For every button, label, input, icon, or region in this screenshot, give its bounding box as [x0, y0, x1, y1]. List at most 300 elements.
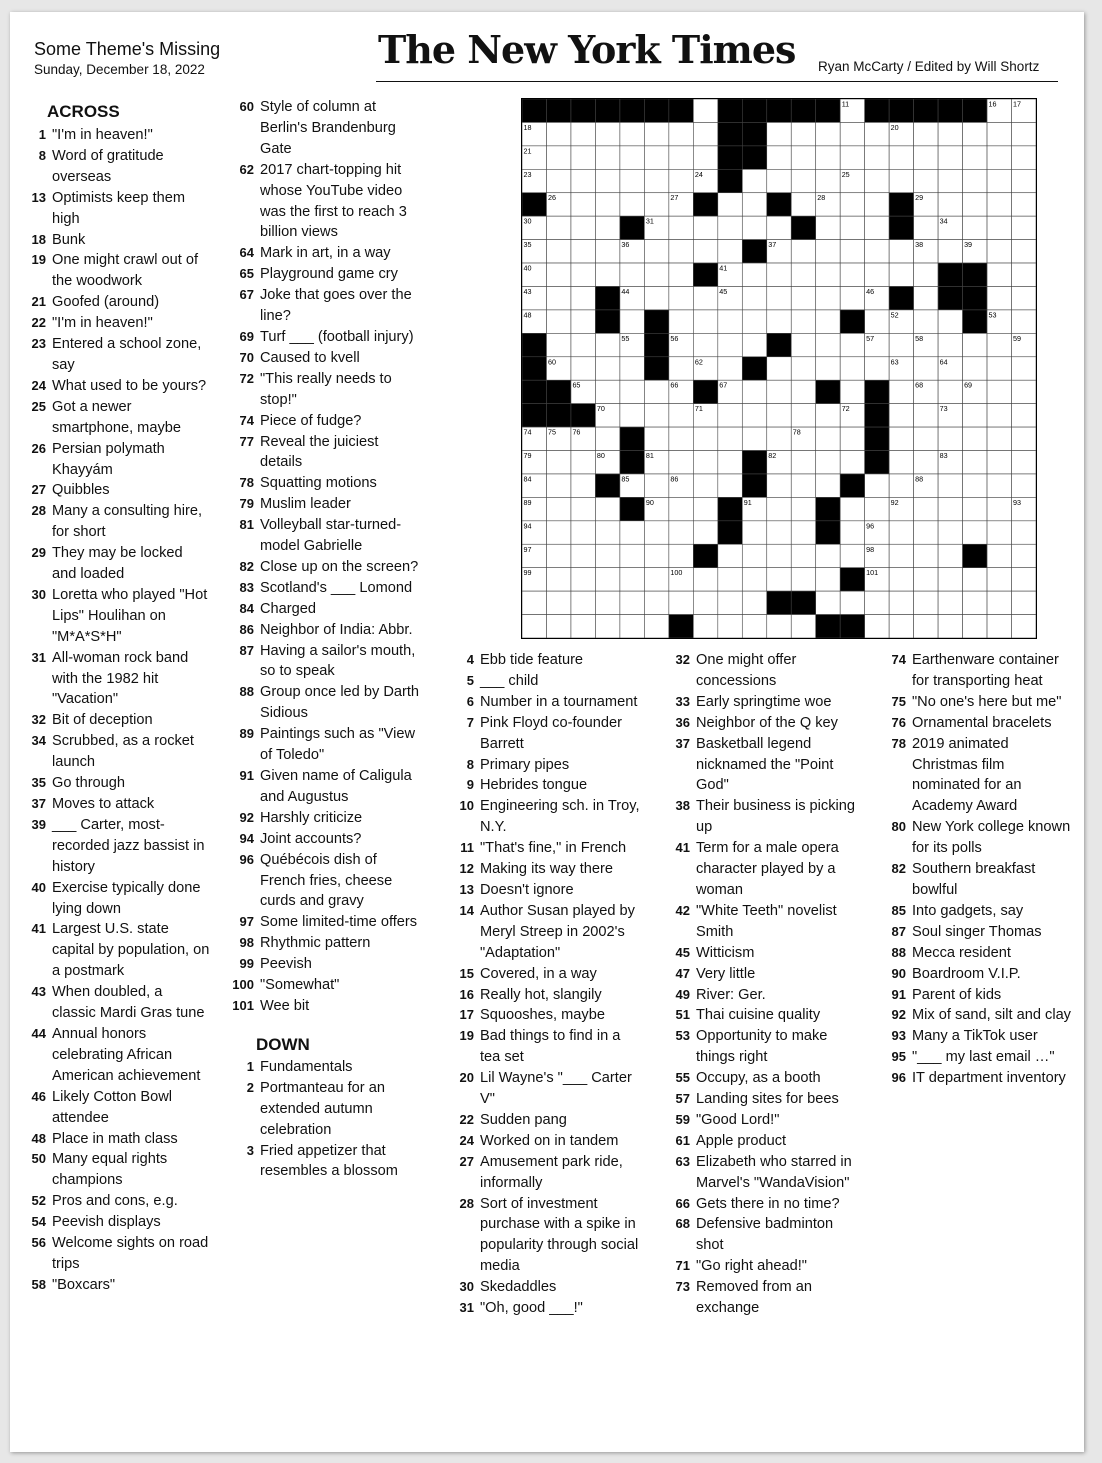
- grid-cell[interactable]: [914, 404, 938, 427]
- grid-cell[interactable]: [987, 169, 1011, 192]
- grid-cell[interactable]: [595, 169, 619, 192]
- grid-cell[interactable]: [644, 380, 668, 403]
- grid-cell[interactable]: [718, 357, 742, 380]
- grid-cell[interactable]: [840, 216, 864, 239]
- grid-cell[interactable]: [767, 310, 791, 333]
- grid-cell[interactable]: [718, 240, 742, 263]
- grid-cell[interactable]: [938, 240, 962, 263]
- grid-cell[interactable]: [914, 122, 938, 145]
- grid-cell[interactable]: [791, 333, 815, 356]
- grid-cell[interactable]: [865, 310, 889, 333]
- grid-cell[interactable]: [889, 404, 913, 427]
- grid-cell[interactable]: [620, 615, 644, 638]
- grid-cell[interactable]: [889, 146, 913, 169]
- grid-cell[interactable]: [718, 591, 742, 614]
- grid-cell[interactable]: [571, 310, 595, 333]
- grid-cell[interactable]: [742, 380, 766, 403]
- grid-cell[interactable]: [987, 474, 1011, 497]
- grid-cell[interactable]: [963, 497, 987, 520]
- grid-cell[interactable]: [963, 615, 987, 638]
- grid-cell[interactable]: [693, 474, 717, 497]
- grid-cell[interactable]: [595, 568, 619, 591]
- grid-cell[interactable]: [595, 216, 619, 239]
- grid-cell[interactable]: [571, 263, 595, 286]
- grid-cell[interactable]: [546, 615, 570, 638]
- grid-cell[interactable]: [840, 193, 864, 216]
- grid-cell[interactable]: [1012, 404, 1036, 427]
- grid-cell[interactable]: [791, 380, 815, 403]
- grid-cell[interactable]: [767, 146, 791, 169]
- grid-cell[interactable]: [987, 333, 1011, 356]
- grid-cell[interactable]: [1012, 427, 1036, 450]
- grid-cell[interactable]: [693, 240, 717, 263]
- grid-cell[interactable]: [963, 193, 987, 216]
- grid-cell[interactable]: [963, 568, 987, 591]
- grid-cell[interactable]: [571, 333, 595, 356]
- grid-cell[interactable]: [865, 497, 889, 520]
- grid-cell[interactable]: [742, 591, 766, 614]
- grid-cell[interactable]: [816, 544, 840, 567]
- grid-cell[interactable]: [595, 380, 619, 403]
- grid-cell[interactable]: [865, 240, 889, 263]
- grid-cell[interactable]: [571, 216, 595, 239]
- grid-cell[interactable]: [767, 404, 791, 427]
- grid-cell[interactable]: [644, 615, 668, 638]
- grid-cell[interactable]: [840, 146, 864, 169]
- grid-cell[interactable]: [791, 240, 815, 263]
- grid-cell[interactable]: [1012, 263, 1036, 286]
- grid-cell[interactable]: [571, 544, 595, 567]
- grid-cell[interactable]: [546, 122, 570, 145]
- grid-cell[interactable]: [816, 474, 840, 497]
- grid-cell[interactable]: [546, 591, 570, 614]
- grid-cell[interactable]: [693, 451, 717, 474]
- grid-cell[interactable]: [987, 263, 1011, 286]
- grid-cell[interactable]: [963, 451, 987, 474]
- grid-cell[interactable]: [987, 380, 1011, 403]
- grid-cell[interactable]: [938, 615, 962, 638]
- grid-cell[interactable]: [718, 193, 742, 216]
- grid-cell[interactable]: [644, 521, 668, 544]
- grid-cell[interactable]: [742, 169, 766, 192]
- grid-cell[interactable]: [865, 591, 889, 614]
- grid-cell[interactable]: [914, 263, 938, 286]
- grid-cell[interactable]: [865, 122, 889, 145]
- grid-cell[interactable]: [791, 497, 815, 520]
- grid-cell[interactable]: [865, 216, 889, 239]
- grid-cell[interactable]: [1012, 591, 1036, 614]
- grid-cell[interactable]: [693, 310, 717, 333]
- grid-cell[interactable]: [963, 169, 987, 192]
- grid-cell[interactable]: [1012, 521, 1036, 544]
- grid-cell[interactable]: [595, 193, 619, 216]
- grid-cell[interactable]: [840, 521, 864, 544]
- grid-cell[interactable]: [620, 521, 644, 544]
- grid-cell[interactable]: [1012, 568, 1036, 591]
- grid-cell[interactable]: [546, 146, 570, 169]
- grid-cell[interactable]: [791, 169, 815, 192]
- grid-cell[interactable]: [987, 568, 1011, 591]
- grid-cell[interactable]: [791, 286, 815, 309]
- grid-cell[interactable]: [669, 591, 693, 614]
- grid-cell[interactable]: [840, 333, 864, 356]
- grid-cell[interactable]: [742, 615, 766, 638]
- grid-cell[interactable]: [816, 404, 840, 427]
- grid-cell[interactable]: [767, 169, 791, 192]
- grid-cell[interactable]: [889, 380, 913, 403]
- grid-cell[interactable]: [816, 427, 840, 450]
- grid-cell[interactable]: [914, 497, 938, 520]
- grid-cell[interactable]: [816, 122, 840, 145]
- grid-cell[interactable]: [693, 497, 717, 520]
- grid-cell[interactable]: [963, 122, 987, 145]
- grid-cell[interactable]: [644, 122, 668, 145]
- grid-cell[interactable]: [693, 521, 717, 544]
- grid-cell[interactable]: [669, 497, 693, 520]
- grid-cell[interactable]: [595, 497, 619, 520]
- grid-cell[interactable]: [767, 286, 791, 309]
- grid-cell[interactable]: [693, 122, 717, 145]
- grid-cell[interactable]: [620, 404, 644, 427]
- grid-cell[interactable]: [595, 240, 619, 263]
- grid-cell[interactable]: [767, 380, 791, 403]
- grid-cell[interactable]: [914, 146, 938, 169]
- grid-cell[interactable]: [644, 404, 668, 427]
- grid-cell[interactable]: [644, 568, 668, 591]
- grid-cell[interactable]: [644, 263, 668, 286]
- grid-cell[interactable]: [620, 263, 644, 286]
- grid-cell[interactable]: [546, 521, 570, 544]
- grid-cell[interactable]: [791, 310, 815, 333]
- grid-cell[interactable]: [644, 193, 668, 216]
- grid-cell[interactable]: [571, 146, 595, 169]
- grid-cell[interactable]: [571, 451, 595, 474]
- grid-cell[interactable]: [963, 357, 987, 380]
- grid-cell[interactable]: [889, 240, 913, 263]
- grid-cell[interactable]: [742, 544, 766, 567]
- grid-cell[interactable]: [718, 474, 742, 497]
- grid-cell[interactable]: [767, 544, 791, 567]
- grid-cell[interactable]: [938, 169, 962, 192]
- grid-cell[interactable]: [693, 216, 717, 239]
- grid-cell[interactable]: [840, 263, 864, 286]
- grid-cell[interactable]: [889, 591, 913, 614]
- grid-cell[interactable]: [914, 568, 938, 591]
- grid-cell[interactable]: [693, 333, 717, 356]
- grid-cell[interactable]: [742, 427, 766, 450]
- crossword-grid[interactable]: [521, 98, 1037, 639]
- grid-cell[interactable]: [767, 568, 791, 591]
- grid-cell[interactable]: [840, 451, 864, 474]
- grid-cell[interactable]: [595, 333, 619, 356]
- grid-cell[interactable]: [767, 216, 791, 239]
- grid-cell[interactable]: [963, 146, 987, 169]
- grid-cell[interactable]: [816, 216, 840, 239]
- grid-cell[interactable]: [669, 216, 693, 239]
- grid-cell[interactable]: [767, 357, 791, 380]
- grid-cell[interactable]: [938, 544, 962, 567]
- grid-cell[interactable]: [620, 380, 644, 403]
- grid-cell[interactable]: [791, 404, 815, 427]
- grid-cell[interactable]: [938, 427, 962, 450]
- grid-cell[interactable]: [1012, 169, 1036, 192]
- grid-cell[interactable]: [865, 193, 889, 216]
- grid-cell[interactable]: [767, 615, 791, 638]
- grid-cell[interactable]: [669, 521, 693, 544]
- grid-cell[interactable]: [865, 146, 889, 169]
- grid-cell[interactable]: [767, 263, 791, 286]
- grid-cell[interactable]: [718, 451, 742, 474]
- grid-cell[interactable]: [620, 310, 644, 333]
- grid-cell[interactable]: [571, 521, 595, 544]
- grid-cell[interactable]: [767, 122, 791, 145]
- grid-cell[interactable]: [938, 310, 962, 333]
- grid-cell[interactable]: [840, 544, 864, 567]
- grid-cell[interactable]: [865, 357, 889, 380]
- grid-cell[interactable]: [718, 333, 742, 356]
- grid-cell[interactable]: [914, 286, 938, 309]
- grid-cell[interactable]: [816, 169, 840, 192]
- grid-cell[interactable]: [571, 357, 595, 380]
- grid-cell[interactable]: [742, 521, 766, 544]
- grid-cell[interactable]: [742, 333, 766, 356]
- grid-cell[interactable]: [644, 474, 668, 497]
- grid-cell[interactable]: [914, 544, 938, 567]
- grid-cell[interactable]: [816, 591, 840, 614]
- grid-cell[interactable]: [546, 240, 570, 263]
- grid-cell[interactable]: [669, 169, 693, 192]
- grid-cell[interactable]: [546, 544, 570, 567]
- grid-cell[interactable]: [546, 497, 570, 520]
- grid-cell[interactable]: [546, 451, 570, 474]
- grid-cell[interactable]: [595, 591, 619, 614]
- grid-cell[interactable]: [791, 146, 815, 169]
- grid-cell[interactable]: [938, 497, 962, 520]
- grid-cell[interactable]: [791, 474, 815, 497]
- grid-cell[interactable]: [1012, 310, 1036, 333]
- grid-cell[interactable]: [693, 591, 717, 614]
- grid-cell[interactable]: [963, 427, 987, 450]
- grid-cell[interactable]: [595, 263, 619, 286]
- grid-cell[interactable]: [546, 216, 570, 239]
- grid-cell[interactable]: [571, 240, 595, 263]
- grid-cell[interactable]: [987, 404, 1011, 427]
- grid-cell[interactable]: [571, 286, 595, 309]
- grid-cell[interactable]: [669, 310, 693, 333]
- grid-cell[interactable]: [840, 380, 864, 403]
- grid-cell[interactable]: [1012, 240, 1036, 263]
- grid-cell[interactable]: [914, 216, 938, 239]
- grid-cell[interactable]: [889, 333, 913, 356]
- grid-cell[interactable]: [693, 615, 717, 638]
- grid-cell[interactable]: [693, 568, 717, 591]
- grid-cell[interactable]: [595, 544, 619, 567]
- grid-cell[interactable]: [938, 521, 962, 544]
- grid-cell[interactable]: [987, 357, 1011, 380]
- grid-cell[interactable]: [620, 193, 644, 216]
- grid-cell[interactable]: [742, 568, 766, 591]
- grid-cell[interactable]: [791, 193, 815, 216]
- grid-cell[interactable]: [595, 615, 619, 638]
- grid-cell[interactable]: [620, 122, 644, 145]
- grid-cell[interactable]: [1012, 451, 1036, 474]
- grid-cell[interactable]: [718, 615, 742, 638]
- grid-cell[interactable]: [889, 568, 913, 591]
- grid-cell[interactable]: [620, 591, 644, 614]
- grid-cell[interactable]: [742, 193, 766, 216]
- grid-cell[interactable]: [914, 427, 938, 450]
- grid-cell[interactable]: [816, 310, 840, 333]
- grid-cell[interactable]: [1012, 380, 1036, 403]
- grid-cell[interactable]: [816, 451, 840, 474]
- grid-cell[interactable]: [742, 404, 766, 427]
- grid-cell[interactable]: [571, 497, 595, 520]
- grid-cell[interactable]: [889, 474, 913, 497]
- grid-cell[interactable]: [987, 615, 1011, 638]
- grid-cell[interactable]: [595, 427, 619, 450]
- grid-cell[interactable]: [914, 169, 938, 192]
- grid-cell[interactable]: [889, 451, 913, 474]
- grid-cell[interactable]: [816, 333, 840, 356]
- grid-cell[interactable]: [987, 193, 1011, 216]
- grid-cell[interactable]: [914, 615, 938, 638]
- grid-cell[interactable]: [595, 146, 619, 169]
- grid-cell[interactable]: [718, 568, 742, 591]
- grid-cell[interactable]: [889, 615, 913, 638]
- grid-cell[interactable]: [889, 427, 913, 450]
- grid-cell[interactable]: [791, 357, 815, 380]
- grid-cell[interactable]: [791, 451, 815, 474]
- grid-cell[interactable]: [767, 497, 791, 520]
- grid-cell[interactable]: [669, 263, 693, 286]
- grid-cell[interactable]: [571, 474, 595, 497]
- grid-cell[interactable]: [816, 357, 840, 380]
- grid-cell[interactable]: [987, 122, 1011, 145]
- grid-cell[interactable]: [595, 521, 619, 544]
- grid-cell[interactable]: [840, 591, 864, 614]
- grid-cell[interactable]: [889, 169, 913, 192]
- grid-cell[interactable]: [865, 169, 889, 192]
- grid-cell[interactable]: [840, 497, 864, 520]
- grid-cell[interactable]: [693, 286, 717, 309]
- grid-cell[interactable]: [987, 591, 1011, 614]
- grid-cell[interactable]: [840, 286, 864, 309]
- grid-cell[interactable]: [865, 263, 889, 286]
- grid-cell[interactable]: [791, 615, 815, 638]
- grid-cell[interactable]: [571, 169, 595, 192]
- grid-cell[interactable]: [644, 146, 668, 169]
- grid-cell[interactable]: [987, 544, 1011, 567]
- grid-cell[interactable]: [669, 357, 693, 380]
- grid-cell[interactable]: [914, 521, 938, 544]
- grid-cell[interactable]: [987, 286, 1011, 309]
- grid-cell[interactable]: [546, 310, 570, 333]
- grid-cell[interactable]: [840, 427, 864, 450]
- grid-cell[interactable]: [840, 122, 864, 145]
- grid-cell[interactable]: [669, 146, 693, 169]
- grid-cell[interactable]: [669, 286, 693, 309]
- grid-cell[interactable]: [1012, 122, 1036, 145]
- grid-cell[interactable]: [718, 427, 742, 450]
- grid-cell[interactable]: [914, 310, 938, 333]
- grid-cell[interactable]: [914, 357, 938, 380]
- grid-cell[interactable]: [522, 591, 546, 614]
- grid-cell[interactable]: [791, 568, 815, 591]
- grid-cell[interactable]: [767, 427, 791, 450]
- grid-cell[interactable]: [644, 544, 668, 567]
- grid-cell[interactable]: [791, 521, 815, 544]
- grid-cell[interactable]: [938, 193, 962, 216]
- grid-cell[interactable]: [620, 146, 644, 169]
- grid-cell[interactable]: [987, 497, 1011, 520]
- grid-cell[interactable]: [987, 451, 1011, 474]
- grid-cell[interactable]: [865, 474, 889, 497]
- grid-cell[interactable]: [669, 122, 693, 145]
- grid-cell[interactable]: [742, 263, 766, 286]
- grid-cell[interactable]: [791, 544, 815, 567]
- grid-cell[interactable]: [865, 615, 889, 638]
- grid-cell[interactable]: [889, 521, 913, 544]
- grid-cell[interactable]: [669, 404, 693, 427]
- grid-cell[interactable]: [669, 451, 693, 474]
- grid-cell[interactable]: [546, 286, 570, 309]
- grid-cell[interactable]: [644, 591, 668, 614]
- grid-cell[interactable]: [938, 333, 962, 356]
- grid-cell[interactable]: [914, 591, 938, 614]
- grid-cell[interactable]: [644, 427, 668, 450]
- grid-cell[interactable]: [644, 169, 668, 192]
- grid-cell[interactable]: [546, 169, 570, 192]
- grid-cell[interactable]: [620, 357, 644, 380]
- grid-cell[interactable]: [571, 122, 595, 145]
- grid-cell[interactable]: [938, 380, 962, 403]
- grid-cell[interactable]: [791, 122, 815, 145]
- grid-cell[interactable]: [816, 568, 840, 591]
- grid-cell[interactable]: [595, 357, 619, 380]
- grid-cell[interactable]: [620, 544, 644, 567]
- grid-cell[interactable]: [840, 357, 864, 380]
- grid-cell[interactable]: [620, 568, 644, 591]
- grid-cell[interactable]: [522, 615, 546, 638]
- grid-cell[interactable]: [1012, 474, 1036, 497]
- grid-cell[interactable]: [1012, 193, 1036, 216]
- grid-cell[interactable]: [889, 263, 913, 286]
- grid-cell[interactable]: [963, 474, 987, 497]
- grid-cell[interactable]: [938, 474, 962, 497]
- grid-cell[interactable]: [987, 240, 1011, 263]
- grid-cell[interactable]: [571, 591, 595, 614]
- grid-cell[interactable]: [816, 146, 840, 169]
- grid-cell[interactable]: [987, 427, 1011, 450]
- grid-cell[interactable]: [938, 568, 962, 591]
- grid-cell[interactable]: [669, 427, 693, 450]
- grid-cell[interactable]: [742, 310, 766, 333]
- grid-cell[interactable]: [669, 544, 693, 567]
- grid-cell[interactable]: [963, 521, 987, 544]
- grid-cell[interactable]: [693, 99, 717, 122]
- grid-cell[interactable]: [571, 615, 595, 638]
- grid-cell[interactable]: [693, 427, 717, 450]
- grid-cell[interactable]: [963, 216, 987, 239]
- grid-cell[interactable]: [1012, 286, 1036, 309]
- grid-cell[interactable]: [1012, 615, 1036, 638]
- grid-cell[interactable]: [987, 216, 1011, 239]
- grid-cell[interactable]: [546, 568, 570, 591]
- grid-cell[interactable]: [693, 146, 717, 169]
- grid-cell[interactable]: [644, 286, 668, 309]
- grid-cell[interactable]: [546, 474, 570, 497]
- grid-cell[interactable]: [595, 122, 619, 145]
